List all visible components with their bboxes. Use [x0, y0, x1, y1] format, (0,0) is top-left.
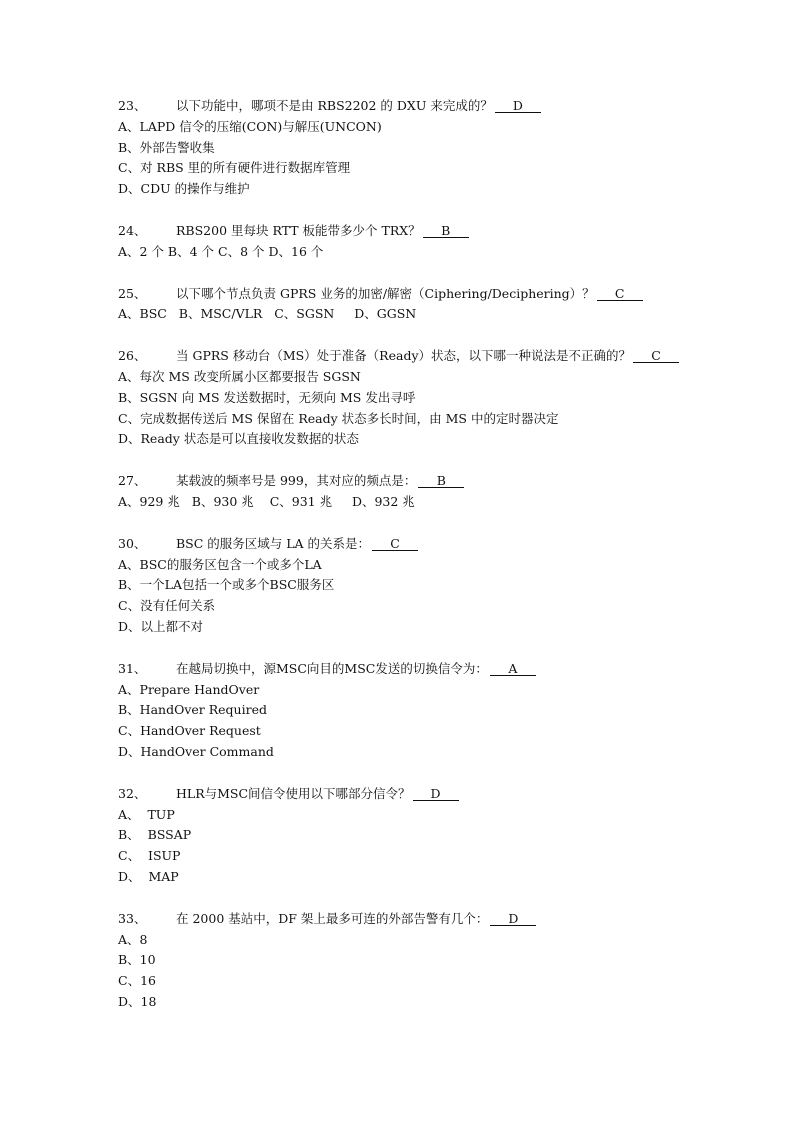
option-line: A、929 兆 B、930 兆 C、931 兆 D、932 兆 [118, 493, 415, 509]
question-number: 23、 [118, 98, 147, 113]
answer-blank: D [413, 787, 459, 801]
question-stem [118, 909, 758, 930]
question-block [118, 96, 758, 200]
option-line: D、 MAP [118, 868, 179, 884]
answer-blank: B [423, 224, 469, 238]
question-stem [118, 346, 758, 367]
option-line: D、18 [118, 993, 157, 1009]
option-line: D、Ready 状态是可以直接收发数据的状态 [118, 431, 359, 447]
option-line: A、Prepare HandOver [118, 681, 260, 697]
question-block [118, 471, 758, 513]
question-number: 30、 [118, 535, 147, 551]
question-text: 当 GPRS 移动台（MS）处于准备（Ready）状态，以下哪一种说法是不正确的？ [176, 348, 632, 364]
option-line: C、 ISUP [118, 848, 181, 864]
option-line: B、 BSSAP [118, 827, 192, 843]
question-number: 31、 [118, 660, 147, 676]
question-text: HLR与MSC间信令使用以下哪部分信令？ [176, 785, 411, 801]
option-line: D、以上都不对 [118, 618, 204, 634]
option-line: A、 TUP [118, 806, 175, 822]
question-block [118, 784, 758, 888]
question-stem [118, 784, 758, 805]
question-text: BSC 的服务区域与 LA 的关系是： [176, 535, 371, 551]
question-block [118, 909, 758, 1013]
answer-blank: C [372, 537, 418, 551]
question-number: 26、 [118, 348, 147, 364]
question-stem [118, 221, 758, 242]
question-stem [118, 659, 758, 680]
option-line: A、BSC B、MSC/VLR C、SGSN D、GGSN [118, 306, 417, 322]
question-number: 27、 [118, 473, 147, 489]
question-block [118, 284, 758, 326]
option-line: B、外部告警收集 [118, 139, 215, 155]
question-block [118, 346, 758, 450]
option-line: A、2 个 B、4 个 C、8 个 D、16 个 [118, 243, 324, 259]
question-number: 25、 [118, 285, 147, 301]
question-text: 在越局切换中，源MSC向目的MSC发送的切换信令为： [176, 660, 488, 676]
option-line: B、一个LA包括一个或多个BSC服务区 [118, 577, 335, 593]
question-stem [118, 471, 758, 492]
answer-blank: A [490, 662, 536, 676]
question-text: 以下功能中，哪项不是由 RBS2202 的 DXU 来完成的？ [176, 98, 493, 113]
option-line: B、10 [118, 952, 156, 968]
option-line: A、每次 MS 改变所属小区都要报告 SGSN [118, 368, 361, 384]
question-stem [118, 534, 758, 555]
document-page [118, 96, 758, 1034]
question-text: 以下哪个节点负责 GPRS 业务的加密/解密（Ciphering/Deciphering）？ [176, 285, 595, 301]
option-line: A、BSC的服务区包含一个或多个LA [118, 556, 322, 572]
answer-blank: C [633, 349, 679, 363]
answer-blank: C [597, 287, 643, 301]
question-text: 在 2000 基站中，DF 架上最多可连的外部告警有几个： [176, 910, 489, 926]
question-block [118, 221, 758, 263]
question-text: RBS200 里每块 RTT 板能带多少个 TRX？ [176, 222, 421, 238]
option-line: C、完成数据传送后 MS 保留在 Ready 状态多长时间，由 MS 中的定时器决定 [118, 410, 559, 426]
option-line: A、LAPD 信令的压缩(CON)与解压(UNCON) [118, 118, 382, 134]
question-block [118, 659, 758, 763]
answer-blank: B [418, 474, 464, 488]
question-text: 某载波的频率号是 999，其对应的频点是： [176, 473, 417, 489]
question-number: 24、 [118, 222, 147, 238]
option-line: D、HandOver Command [118, 743, 274, 759]
option-line: A、8 [118, 931, 148, 947]
answer-blank: D [495, 99, 541, 113]
question-number: 33、 [118, 910, 147, 926]
answer-blank: D [490, 912, 536, 926]
option-line: D、CDU 的操作与维护 [118, 181, 250, 197]
option-line: C、HandOver Request [118, 723, 261, 739]
option-line: C、对 RBS 里的所有硬件进行数据库管理 [118, 160, 351, 176]
option-line: C、没有任何关系 [118, 598, 216, 614]
option-line: B、SGSN 向 MS 发送数据时，无须向 MS 发出寻呼 [118, 389, 416, 405]
question-stem [118, 284, 758, 305]
question-stem [118, 96, 758, 117]
question-block [118, 534, 758, 638]
option-line: C、16 [118, 973, 156, 989]
option-line: B、HandOver Required [118, 702, 267, 718]
question-number: 32、 [118, 785, 147, 801]
